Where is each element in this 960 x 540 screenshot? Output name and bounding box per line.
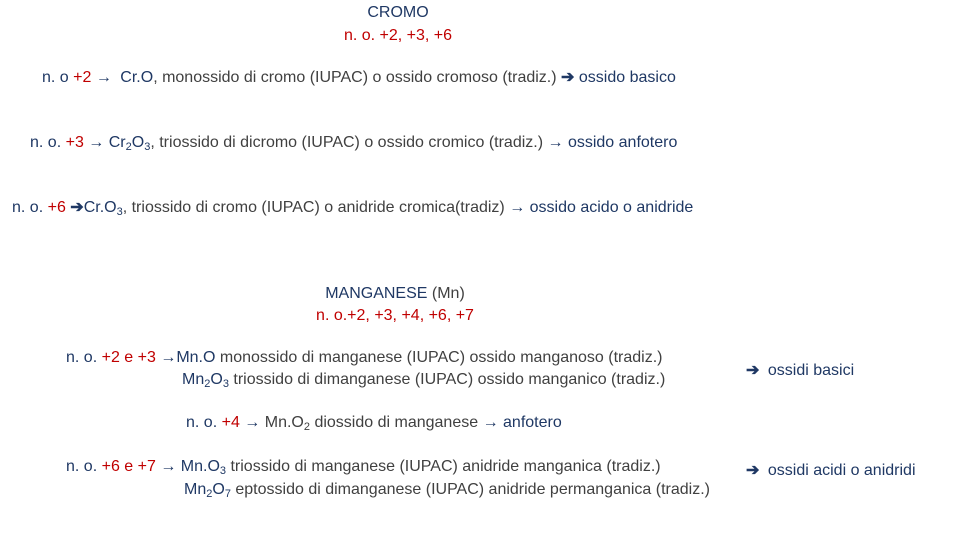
formula bbox=[84, 199, 123, 216]
cromo-states-text: n. o. +2, +3, +6 bbox=[343, 27, 453, 44]
description: triossido di manganese (IUPAC) anidride manganica (tradiz.) bbox=[226, 458, 661, 475]
formula bbox=[265, 414, 310, 431]
cromo-row-3 bbox=[12, 198, 693, 218]
manganese-row-3b bbox=[184, 480, 710, 500]
result: ossido acido o anidride bbox=[529, 199, 694, 216]
ox-state: +6 e +7 bbox=[101, 458, 156, 475]
ox-state: +2 bbox=[73, 69, 92, 86]
cromo-row-2 bbox=[30, 133, 677, 153]
description: , triossido di dicromo (IUPAC) o ossido cromico (tradiz.) bbox=[150, 134, 544, 151]
subscript: 7 bbox=[224, 488, 231, 500]
ox-state: +4 bbox=[221, 414, 240, 431]
result: ossido anfotero bbox=[567, 134, 678, 151]
description: , triossido di cromo (IUPAC) o anidride cromica(tradiz) bbox=[122, 199, 505, 216]
subscript: 3 bbox=[144, 141, 151, 153]
manganese-states: n. o.+2, +3, +4, +6, +7 bbox=[316, 307, 474, 324]
formula-part: O bbox=[212, 481, 225, 498]
result: ossido basico bbox=[578, 69, 676, 86]
ox-state: +2 e +3 bbox=[101, 349, 156, 366]
result: ossidi basici bbox=[767, 362, 855, 379]
arrow-icon: ➔ bbox=[746, 362, 760, 379]
formula-part: Mn bbox=[184, 481, 207, 498]
description: triossido di dimanganese (IUPAC) ossido manganico (tradiz.) bbox=[228, 371, 666, 388]
manganese-title-text: MANGANESE bbox=[325, 285, 428, 302]
formula-part: Cr.O bbox=[83, 199, 117, 216]
cromo-states bbox=[0, 26, 796, 46]
manganese-symbol: (Mn) bbox=[427, 285, 465, 302]
arrow-icon: → bbox=[95, 69, 112, 86]
formula-part: Mn bbox=[182, 371, 205, 388]
description: eptossido di dimanganese (IUPAC) anidride permanganica (tradiz.) bbox=[230, 481, 710, 498]
result: anfotero bbox=[503, 414, 562, 431]
arrow-icon: → bbox=[88, 134, 105, 151]
arrow-icon: → bbox=[244, 414, 261, 431]
no-label: n. o. bbox=[66, 458, 98, 475]
manganese-row-2 bbox=[186, 413, 562, 433]
arrow-icon: ➔ bbox=[746, 462, 760, 479]
subscript: 2 bbox=[206, 488, 213, 500]
subscript: 3 bbox=[219, 465, 227, 477]
formula-part: Mn.O bbox=[180, 458, 220, 475]
arrow-icon: → bbox=[160, 458, 177, 475]
formula bbox=[109, 134, 151, 151]
manganese-row-1b bbox=[182, 370, 665, 390]
formula bbox=[182, 371, 229, 388]
group-basic-result bbox=[746, 361, 854, 381]
no-label: n. o. bbox=[30, 134, 62, 151]
arrow-icon: → bbox=[509, 199, 526, 216]
no-label: n. o. bbox=[66, 349, 98, 366]
arrow-icon: → bbox=[160, 349, 177, 366]
description: , monossido di cromo (IUPAC) o ossido cromoso (tradiz.) bbox=[153, 69, 557, 86]
formula bbox=[181, 458, 226, 475]
manganese-row-3 bbox=[66, 457, 661, 477]
formula-part: Mn.O bbox=[264, 414, 304, 431]
formula: Mn.O bbox=[176, 349, 216, 366]
result: ossidi acidi o anidridi bbox=[767, 462, 916, 479]
subscript: 3 bbox=[116, 206, 123, 218]
formula: Cr.O bbox=[120, 69, 154, 86]
description: diossido di manganese bbox=[310, 414, 479, 431]
ox-state: +6 bbox=[47, 199, 66, 216]
cromo-row-1 bbox=[42, 68, 676, 88]
no-label: n. o. bbox=[12, 199, 44, 216]
subscript: 2 bbox=[125, 141, 132, 153]
arrow-icon: ➔ bbox=[70, 199, 84, 216]
arrow-icon: → bbox=[482, 414, 499, 431]
ox-state: +3 bbox=[65, 134, 84, 151]
no-label: n. o bbox=[42, 69, 69, 86]
subscript: 2 bbox=[303, 421, 310, 433]
formula-part: O bbox=[131, 134, 145, 151]
cromo-title: CROMO bbox=[367, 4, 429, 21]
manganese-title bbox=[0, 284, 790, 304]
arrow-icon: ➔ bbox=[561, 69, 575, 86]
subscript: 2 bbox=[204, 378, 211, 390]
group-acid-result bbox=[746, 461, 916, 481]
arrow-icon: → bbox=[547, 134, 564, 151]
manganese-row-1 bbox=[66, 348, 662, 368]
formula-part: Cr bbox=[108, 134, 126, 151]
formula bbox=[184, 481, 231, 498]
description: monossido di manganese (IUPAC) ossido manganoso (tradiz.) bbox=[215, 349, 663, 366]
no-label: n. o. bbox=[186, 414, 218, 431]
subscript: 3 bbox=[222, 378, 229, 390]
formula-part: O bbox=[210, 371, 223, 388]
